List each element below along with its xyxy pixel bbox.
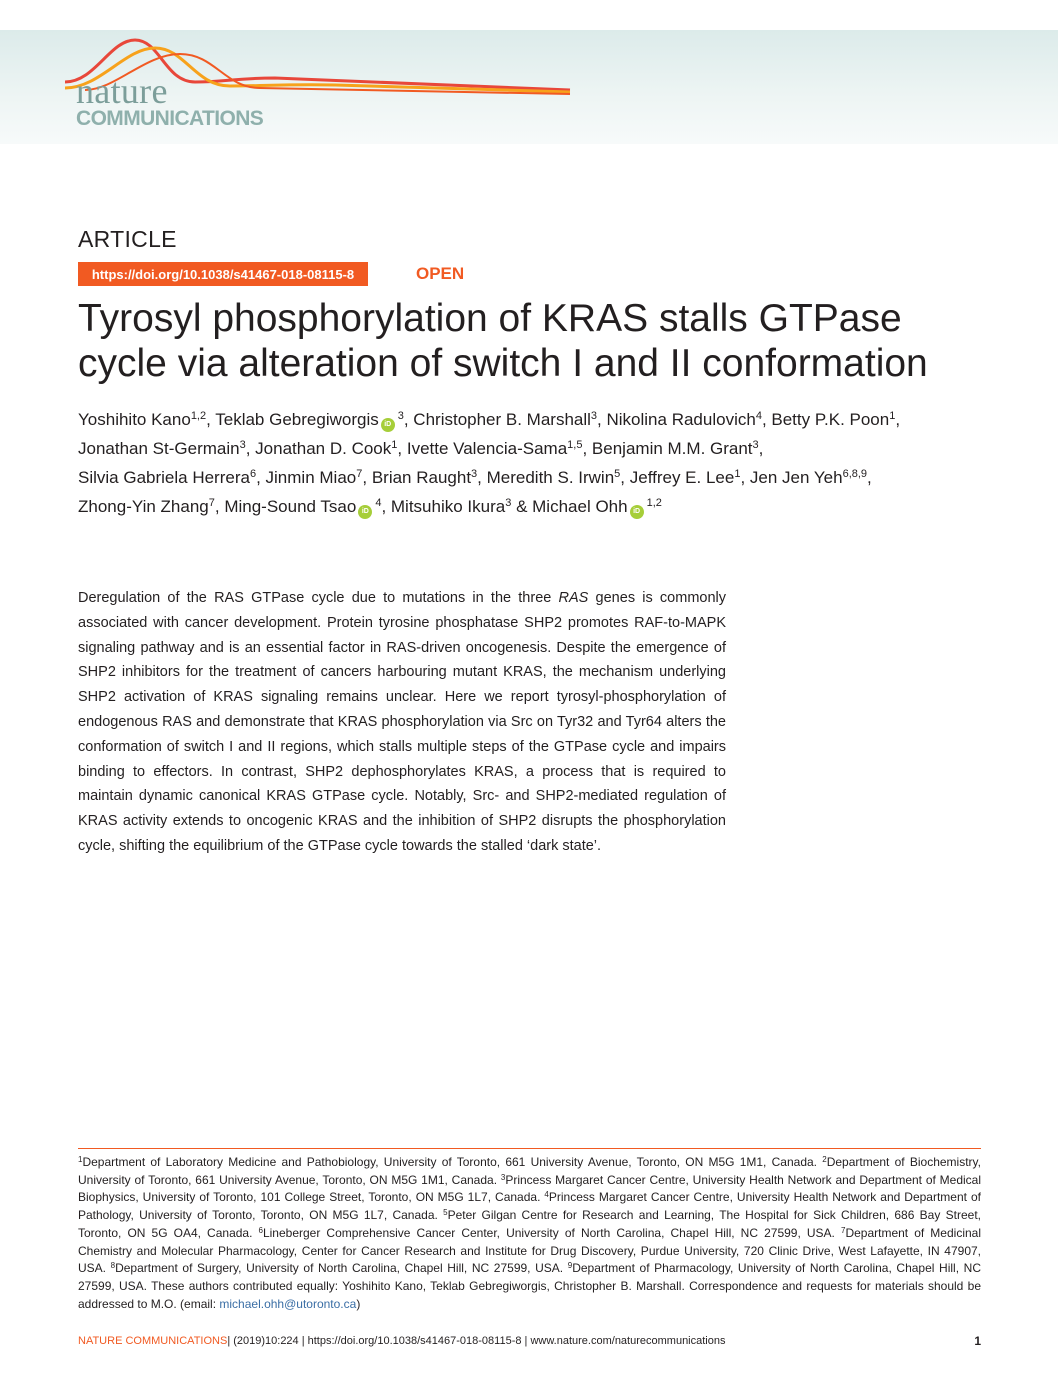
affiliations: $^1$Department of Laboratory Medicine and Pathobiology, University of Toronto, 661 University Avenue, Toronto, ON M5G 1M1, Canada. $^2$Department of Biochemistry, University of Toronto, 661 University Avenue, Toronto, ON M5G 1M1, Canada. $^3$Princess Margaret Cancer Centre, University Health Network and Department of Medical Biophysics, University of Toronto, 101 College Street, Toronto, ON M5G 1L7, Canada. $^4$Princess Margaret Cancer Centre, University Health Network and Department of Pathology, University of Toronto, Toronto, ON M5G 1L7, Canada. $^5$Peter Gilgan Centre for Research and Learning, The Hospital for Sick Children, 686 Bay Street, Toronto, ON 5G OA4, Canada. $^6$Lineberger Comprehensive Cancer Center, University of North Carolina, Chapel Hill, NC 27599, USA. $^7$Department of Medicinal Chemistry and Molecular Pharmacology, Center for Cancer Research and Institute for Drug Discovery, Purdue University, 720 Clinic Drive, West Lafayette, IN 47907, USA. $^8$Department of Surgery, University of North Carolina, Chapel Hill, NC 27599, USA. $^9$Department of Pharmacology, University of North Carolina, Chapel Hill, NC 27599, USA. These authors contributed equally: Yoshihito Kano, Teklab Gebregiworgis, Christopher B. Marshall. Correspondence and requests for materials should be addressed to M.O. (email: michael.ohh@utoronto.ca) (78, 1155, 982, 1311)
author-affiliation-sup: 7 (208, 497, 215, 509)
author-name: Mitsuhiko Ikura (390, 497, 506, 516)
journal-logo-communications: COMMUNICATIONS (76, 107, 264, 130)
author-affiliation-sup: 4 (375, 497, 382, 509)
page-footer (78, 1335, 981, 1351)
author-name: Zhong-Yin Zhang (78, 497, 209, 516)
author-affiliation-sup: 3 (752, 439, 759, 451)
affiliation-number: 2 (822, 1155, 827, 1164)
orcid-icon[interactable]: iD (630, 505, 644, 519)
title-line: cycle via alteration of switch I and II conformation (78, 342, 928, 385)
author[interactable] (391, 497, 511, 516)
author-name: Jonathan St-Germain (78, 439, 240, 458)
author-affiliation-sup: 1,2 (646, 497, 662, 509)
author-affiliation-sup: 1,5 (567, 439, 583, 451)
author-affiliation-sup: 6 (249, 468, 257, 480)
author-line: Yoshihito Kano$^{1,2}$, Teklab Gebregiworgis $iD^3$, Christopher B. Marshall$^3$, Nikolina Radulovich$^4$, Betty P.K. Poon$^1$, (78, 405, 998, 434)
author-affiliation-sup: 1 (391, 439, 398, 451)
author-name: Jen Jen Yeh (749, 468, 843, 487)
author-name: Christopher B. Marshall (413, 410, 591, 429)
article-type-label: ARTICLE (78, 226, 177, 252)
footer-journal-name: NATURE COMMUNICATIONS (78, 1335, 228, 1347)
affiliation-number: 9 (567, 1261, 573, 1271)
author[interactable] (215, 410, 404, 429)
open-access-label: OPEN (416, 264, 465, 283)
orcid-icon[interactable]: iD (358, 505, 372, 519)
author[interactable] (592, 439, 759, 458)
affiliation-number: 5 (443, 1208, 448, 1218)
author-name: Michael Ohh (532, 497, 628, 516)
author-name: Jeffrey E. Lee (629, 468, 735, 487)
doi-link[interactable]: https://doi.org/10.1038/s41467-018-08115-8 (78, 262, 368, 286)
author-name: Yoshihito Kano (78, 410, 191, 429)
author-affiliation-sup: 5 (614, 468, 621, 480)
page-number: 1 (974, 1334, 981, 1348)
orcid-icon[interactable]: iD (381, 418, 395, 432)
author[interactable] (372, 468, 477, 487)
author-name: Meredith S. Irwin (486, 468, 615, 487)
author-affiliation-sup: 3 (505, 497, 512, 509)
abstract: Deregulation of the RAS GTPase cycle due to mutations in the three RAS genes is commonly associated with cancer development. Protein tyrosine phosphatase SHP2 promotes RAF-to-MAPK signaling pathway and is an essential factor in RAS-driven oncogenesis. Despite the emergence of SHP2 inhibitors for the treatment of cancers harbouring mutant KRAS, the mechanism underlying SHP2 activation of KRAS signaling remains unclear. Here we report tyrosyl-phosphorylation of endogenous RAS and demonstrate that KRAS phosphorylation via Src on Tyr32 and Tyr64 alters the conformation of switch I and II regions, which stalls multiple steps of the GTPase cycle and impairs binding to effectors. In contrast, SHP2 dephosphorylates KRAS, a process that is required to maintain dynamic canonical KRAS GTPase cycle. Notably, Src- and SHP2-mediated regulation of KRAS activity extends to oncogenic KRAS and the inhibition of SHP2 disrupts the phosphorylation cycle, shifting the equilibrium of the GTPase cycle towards the stalled ‘dark state’. (78, 590, 727, 854)
author[interactable] (266, 468, 363, 487)
author[interactable] (78, 410, 206, 429)
author-line: Zhong-Yin Zhang$^7$, Ming-Sound Tsao $iD^4$, Mitsuhiko Ikura$^3$ & Michael Ohh iD$^{1,2}$ (78, 492, 998, 521)
author-affiliation-sup: 7 (356, 468, 363, 480)
author-affiliation-sup: 1,2 (190, 410, 207, 422)
affiliation-number: 3 (500, 1172, 506, 1182)
affiliation-number: 1 (78, 1155, 83, 1164)
journal-logo-nature: nature (76, 71, 168, 111)
author-affiliation-sup: 3 (239, 439, 246, 451)
author-affiliation-sup: 3 (590, 410, 598, 422)
author-affiliation-sup: 4 (755, 410, 762, 422)
author-affiliation-sup: 6,8,9 (842, 468, 868, 480)
author-name: Silvia Gabriela Herrera (78, 468, 250, 487)
author[interactable] (78, 468, 256, 487)
author[interactable] (607, 410, 762, 429)
author-name: Ming-Sound Tsao (224, 497, 357, 516)
affiliation-number: 4 (544, 1190, 549, 1200)
correspondence-email-link[interactable]: michael.ohh@utoronto.ca (219, 1296, 357, 1311)
author-name: Jonathan D. Cook (255, 439, 392, 458)
affiliation-number: 7 (840, 1225, 846, 1235)
author-affiliation-sup: 3 (471, 468, 478, 480)
author-affiliation-sup: 1 (889, 410, 896, 422)
author-affiliation-sup: 3 (397, 410, 404, 422)
footer-citation: | (2019)10:224 | https://doi.org/10.1038/s41467-018-08115-8 | www.nature.com/naturecommunications (227, 1335, 726, 1347)
author-name: Betty P.K. Poon (771, 410, 890, 429)
affiliation-number: 6 (258, 1225, 263, 1235)
author[interactable] (407, 439, 583, 458)
footnote-divider (78, 1148, 981, 1149)
author[interactable] (487, 468, 621, 487)
title-line: Tyrosyl phosphorylation of KRAS stalls GTPase (78, 297, 902, 340)
author[interactable] (771, 410, 895, 429)
author-name: Nikolina Radulovich (606, 410, 756, 429)
author[interactable] (78, 439, 246, 458)
author[interactable] (255, 439, 397, 458)
author[interactable] (630, 468, 741, 487)
author-affiliation-sup: 1 (734, 468, 741, 480)
author-line: Jonathan St-Germain$^3$, Jonathan D. Cook$^1$, Ivette Valencia-Sama$^{1,5}$, Benjamin M.M. Grant$^3$, (78, 439, 764, 458)
author-list (78, 405, 998, 521)
author-line: Silvia Gabriela Herrera$^6$, Jinmin Miao$^7$, Brian Raught$^3$, Meredith S. Irwin$^5$, Jeffrey E. Lee$^1$, Jen Jen Yeh$^{6,8,9}$, (78, 468, 872, 487)
author[interactable] (750, 468, 867, 487)
author-name: Ivette Valencia-Sama (406, 439, 568, 458)
author[interactable] (78, 497, 215, 516)
author-name: Benjamin M.M. Grant (591, 439, 753, 458)
author-name: Jinmin Miao (265, 468, 357, 487)
author[interactable] (224, 497, 381, 516)
author-name: Teklab Gebregiworgis (215, 410, 379, 429)
author[interactable] (532, 497, 662, 516)
affiliation-number: 8 (110, 1261, 116, 1271)
gene-name: RAS (558, 590, 589, 606)
author-name: Brian Raught (371, 468, 472, 487)
article-title (78, 296, 1008, 386)
author[interactable] (413, 410, 597, 429)
